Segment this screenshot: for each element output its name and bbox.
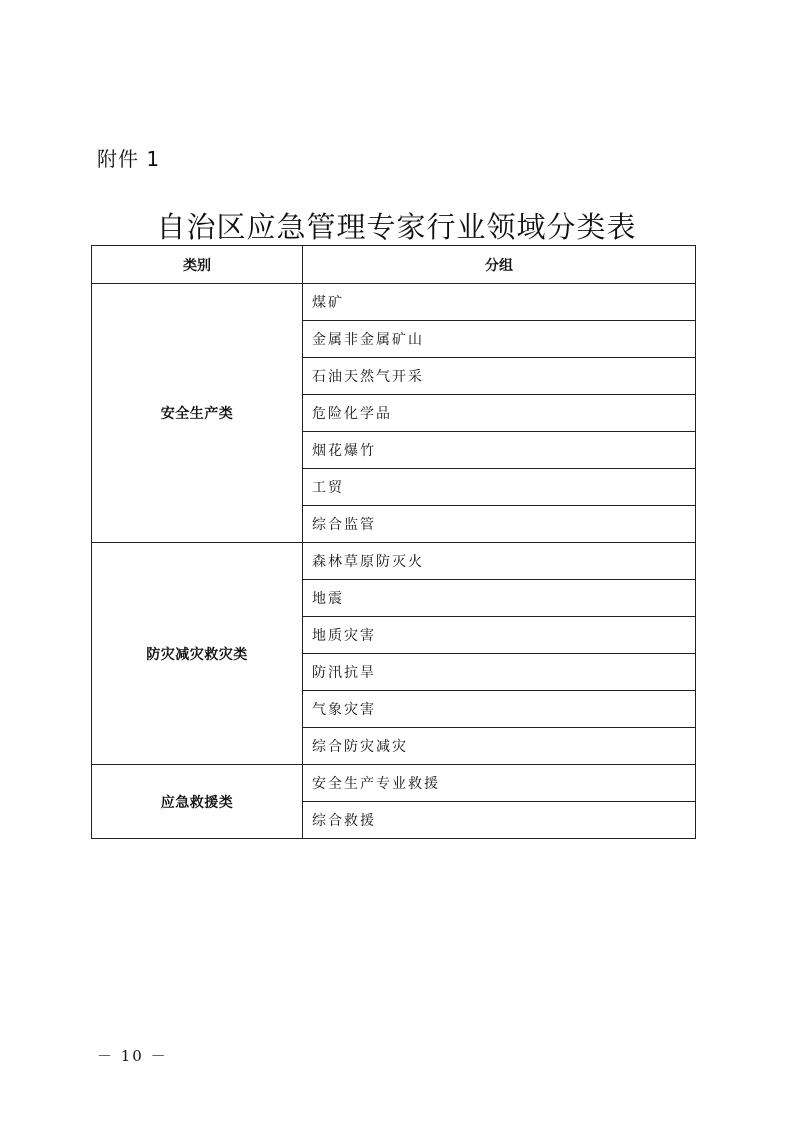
- group-cell: 烟花爆竹: [303, 432, 696, 469]
- group-cell: 安全生产专业救援: [303, 765, 696, 802]
- header-category: 类别: [92, 246, 303, 284]
- attachment-label: 附件 1: [97, 147, 161, 171]
- table-header-row: [92, 246, 696, 284]
- group-cell: 地质灾害: [303, 617, 696, 654]
- table-row: [92, 543, 696, 580]
- group-cell: 地震: [303, 580, 696, 617]
- page-title: 自治区应急管理专家行业领域分类表: [156, 210, 637, 244]
- group-cell: 工贸: [303, 469, 696, 506]
- group-cell: 防汛抗旱: [303, 654, 696, 691]
- classification-table: [91, 245, 696, 839]
- group-cell: 煤矿: [303, 284, 696, 321]
- category-cell: 防灾减灾救灾类: [92, 543, 303, 765]
- header-group: 分组: [303, 246, 696, 284]
- group-cell: 危险化学品: [303, 395, 696, 432]
- group-cell: 综合救援: [303, 802, 696, 839]
- group-cell: 综合防灾减灾: [303, 728, 696, 765]
- category-cell: 应急救援类: [92, 765, 303, 839]
- table-row: [92, 284, 696, 321]
- group-cell: 金属非金属矿山: [303, 321, 696, 358]
- group-cell: 综合监管: [303, 506, 696, 543]
- group-cell: 石油天然气开采: [303, 358, 696, 395]
- group-cell: 气象灾害: [303, 691, 696, 728]
- category-cell: 安全生产类: [92, 284, 303, 543]
- group-cell: 森林草原防灭火: [303, 543, 696, 580]
- page-number: － 10 －: [97, 1047, 168, 1065]
- table-row: [92, 765, 696, 802]
